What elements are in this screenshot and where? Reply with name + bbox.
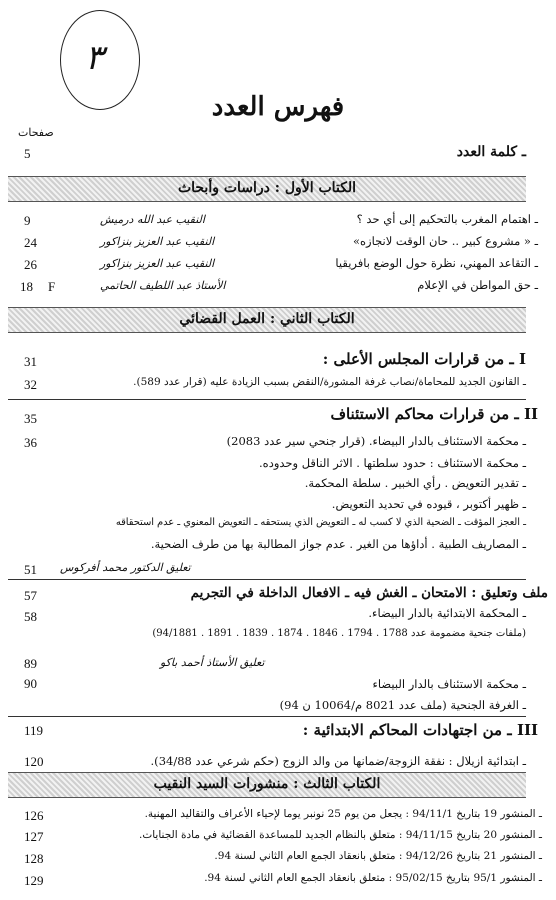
toc-entry: ـ محكمة الاستئناف بالدار البيضاء xyxy=(372,677,526,691)
page-number: 5 xyxy=(24,146,31,161)
toc-entry: ـ اهتمام المغرب بالتحكيم إلى أي حد ؟ xyxy=(356,212,538,226)
divider xyxy=(8,579,526,580)
page-number: 58 xyxy=(24,609,37,624)
author: النقيب عبد العزيز بنزاكور xyxy=(100,257,215,270)
toc-entry: ـ المنشور 19 بتاريخ 94/11/1 : يجعل من يوم 25 نونبر يوما لإحياء الأعراف والتقاليد المهنية. xyxy=(144,808,542,820)
divider xyxy=(8,716,526,717)
page-number: 89 xyxy=(24,656,37,671)
page-number: 26 xyxy=(24,257,37,272)
page-number: 57 xyxy=(24,588,37,603)
author: النقيب عبد الله درميش xyxy=(100,213,205,226)
toc-entry: ـ المنشور 21 بتاريخ 94/12/26 : متعلق بانعقاد الجمع العام الثاني لسنة 94. xyxy=(214,850,542,862)
page-number: 119 xyxy=(24,723,44,738)
page-number: 32 xyxy=(24,377,37,392)
section-heading: II ـ من قرارات محاكم الاستئناف xyxy=(330,405,538,423)
toc-entry: ـ المنشور 95/1 بتاريخ 95/02/15 : متعلق بانعقاد الجمع العام الثاني لسنة 94. xyxy=(204,872,542,884)
toc-entry: ـ تقدير التعويض . رأي الخبير . سلطة المحكمة. xyxy=(304,476,526,490)
toc-entry: ـ المنشور 20 بتاريخ 94/11/15 : متعلق بالنظام الجديد للمساعدة القضائية في مادة الجنايات. xyxy=(139,829,542,841)
page-number: 128 xyxy=(24,851,44,866)
toc-entry: ـ ابتدائية ازيلال : نفقة الزوجة/ضمانها من والد الزوج (حكم شرعي عدد 34/88). xyxy=(150,754,526,768)
page-title: فهرس العدد xyxy=(211,92,345,122)
page-number: 35 xyxy=(24,411,37,426)
toc-entry: ـ ظهير أكتوبر ، قيوده في تحديد التعويض. xyxy=(331,497,526,511)
stamp-number: ٣ xyxy=(85,38,104,78)
page-number: 18 xyxy=(20,279,33,294)
book-band: الكتاب الثاني : العمل القضائي xyxy=(8,307,526,333)
section-heading: III ـ من اجتهادات المحاكم الابتدائية : xyxy=(302,721,538,739)
toc-entry: ـ المحكمة الابتدائية بالدار البيضاء. xyxy=(368,606,526,620)
page-number: 127 xyxy=(24,829,44,844)
toc-entry: ـ حق المواطن في الإعلام xyxy=(417,278,538,292)
toc-entry: (ملفات جنحية مضمومة عدد 1788 . 1794 . 1846 . 1874 . 1839 . 1891 . 94/1881) xyxy=(152,628,526,639)
book-band: الكتاب الأول : دراسات وأبحاث xyxy=(8,176,526,202)
page-number: 31 xyxy=(24,354,37,369)
pages-label: صفحات xyxy=(18,126,54,139)
toc-entry: ـ محكمة الاستئناف : حدود سلطتها . الاثر الناقل وحدوده. xyxy=(259,456,526,470)
author: الأستاذ عبد اللطيف الحاتمي xyxy=(100,279,226,292)
book-band: الكتاب الثالث : منشورات السيد النقيب xyxy=(8,772,526,798)
page-number: 24 xyxy=(24,235,37,250)
page-number: 9 xyxy=(24,213,31,228)
page-number: 126 xyxy=(24,808,44,823)
page-number: 129 xyxy=(24,873,44,888)
page-number: 51 xyxy=(24,562,37,577)
toc-entry: ـ المصاريف الطبية . أداؤها من الغير . عدم جواز المطالبة بها من طرف الضحية. xyxy=(150,537,526,551)
toc-entry: ـ العجز المؤقت ـ الضحية الذي لا كسب له ـ التعويض الذي يستحقه ـ التعويض المعنوي ـ عدم استحقاقه xyxy=(115,517,526,528)
author: النقيب عبد العزيز بنزاكور xyxy=(100,235,215,248)
toc-entry: ـ القانون الجديد للمحاماة/نصاب غرفة المشورة/النقض بسبب الزيادة عليه (قرار عدد 589). xyxy=(133,376,526,388)
page-number: 36 xyxy=(24,435,37,450)
margin-mark: F xyxy=(48,279,56,294)
toc-entry: ـ « مشروع كبير .. حان الوقت لانجازه» xyxy=(352,234,538,248)
toc-entry: ـ الغرفة الجنحية (ملف عدد 8021 م/10064 ن 94) xyxy=(279,698,526,712)
commentator: تعليق الأستاذ أحمد باكو xyxy=(160,656,265,669)
toc-entry: ـ كلمة العدد xyxy=(456,144,526,160)
page-number: 120 xyxy=(24,754,44,769)
toc-entry: ـ محكمة الاستئناف بالدار البيضاء. (قرار جنحي سير عدد 2083) xyxy=(226,434,526,448)
toc-entry: ـ التقاعد المهني، نظرة حول الوضع بافريقيا xyxy=(335,256,538,270)
commentator: تعليق الدكتور محمد أفركوس xyxy=(60,561,191,574)
page-number: 90 xyxy=(24,676,37,691)
divider xyxy=(8,399,526,400)
section-heading: ملف وتعليق : الامتحان ـ الغش فيه ـ الافعال الداخلة في التجريم xyxy=(190,585,548,601)
section-heading: I ـ من قرارات المجلس الأعلى : xyxy=(322,350,526,368)
